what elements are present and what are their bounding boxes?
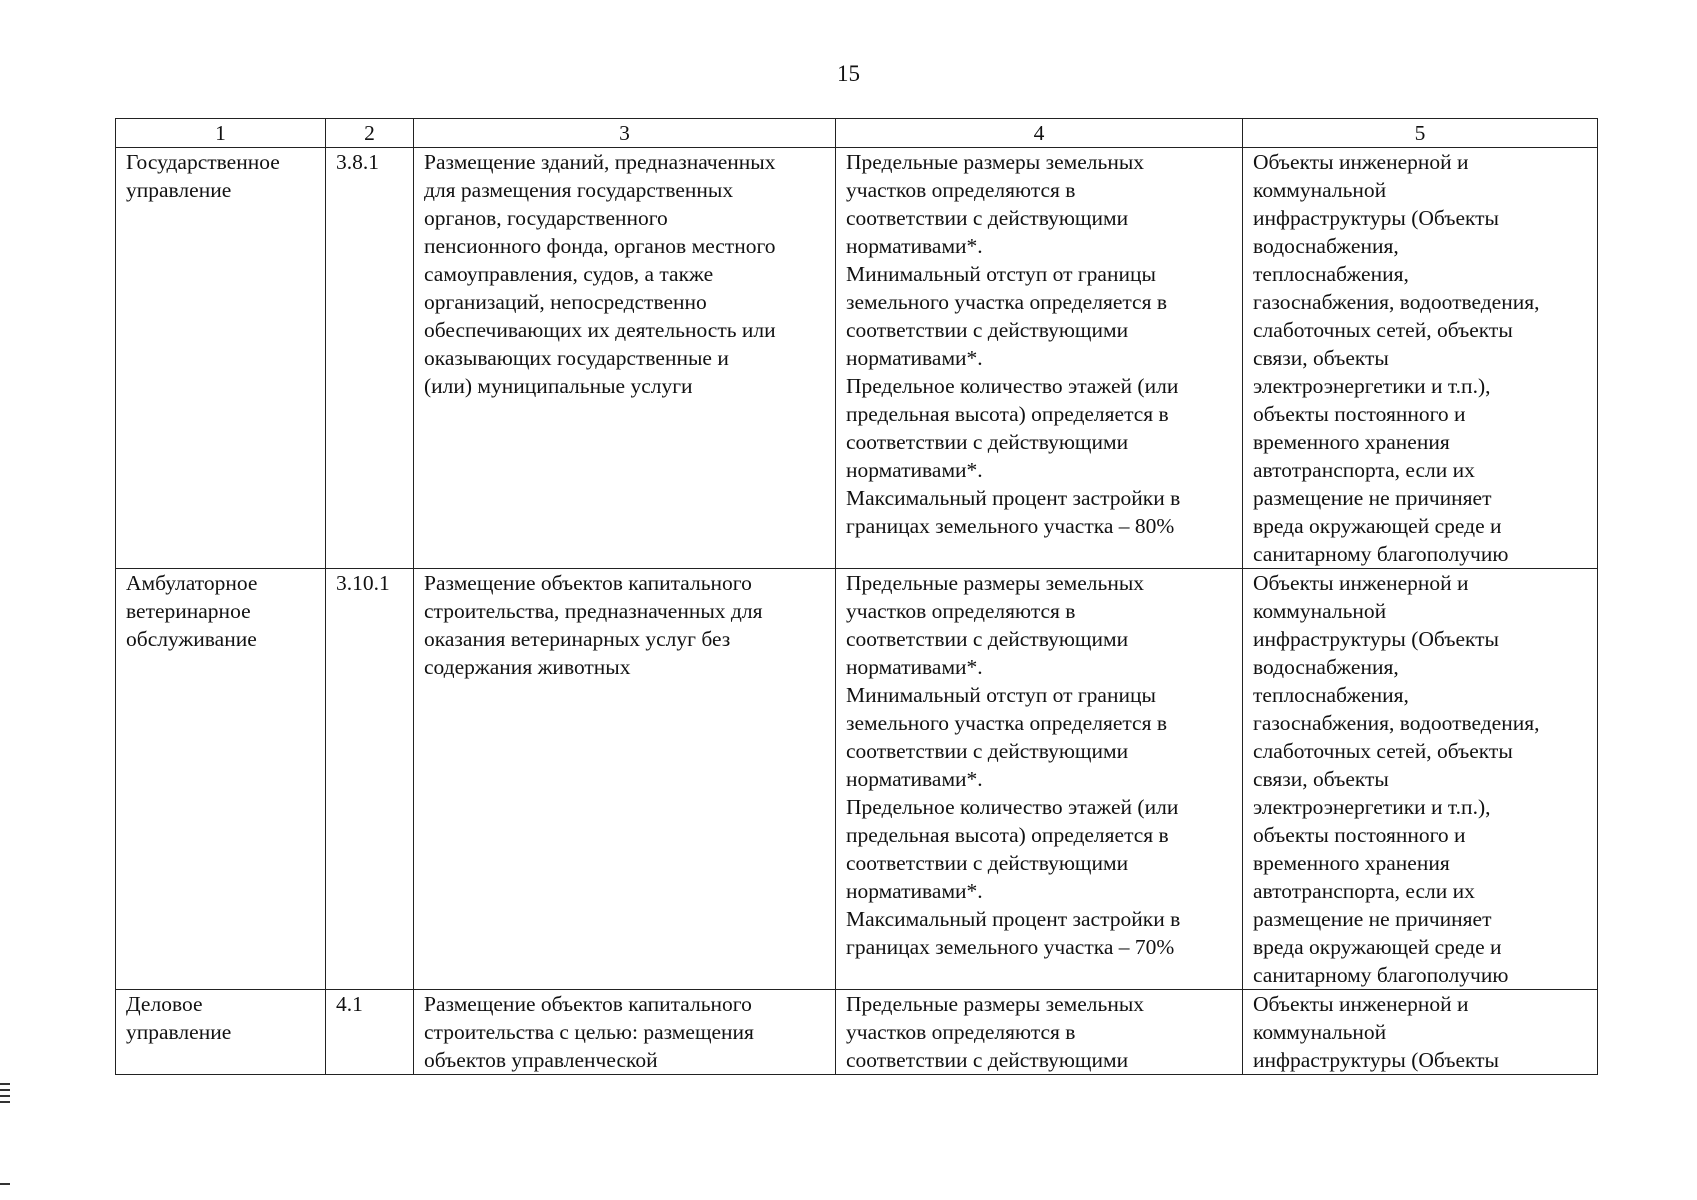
building-parameters-cell: Предельные размеры земельных участков определяются в соответствии с действующими нормативами*. Минимальный отступ от границы земельного участка определяется в соответствии с действующими нормативами*. Предельное количество этажей (или предельная высота) определяется в соответствии с действующими нормативами*. Максимальный процент застройки в границах земельного участка – 80% bbox=[836, 148, 1243, 569]
land-use-description-cell: Размещение зданий, предназначенных для размещения государственных органов, государственного пенсионного фонда, органов местного самоуправления, судов, а также организаций, непосредственно обеспечивающих их деятельность или оказывающих государственные и (или) муниципальные услуги bbox=[414, 148, 836, 569]
auxiliary-uses-cell: Объекты инженерной и коммунальной инфраструктуры (Объекты bbox=[1243, 990, 1598, 1075]
table-header-row bbox=[116, 119, 1598, 148]
building-parameters-cell: Предельные размеры земельных участков определяются в соответствии с действующими нормативами*. Минимальный отступ от границы земельного участка определяется в соответствии с действующими нормативами*. Предельное количество этажей (или предельная высота) определяется в соответствии с действующими нормативами*. Максимальный процент застройки в границах земельного участка – 70% bbox=[836, 569, 1243, 990]
column-number-header: 5 bbox=[1243, 119, 1598, 148]
land-use-description-cell: Размещение объектов капитального строительства с целью: размещения объектов управленческой bbox=[414, 990, 836, 1075]
margin-mark bbox=[0, 1183, 10, 1185]
land-use-name-cell: Деловое управление bbox=[116, 990, 326, 1075]
margin-mark bbox=[0, 1089, 10, 1091]
margin-mark bbox=[0, 1095, 10, 1097]
auxiliary-uses-cell: Объекты инженерной и коммунальной инфраструктуры (Объекты водоснабжения, теплоснабжения, газоснабжения, водоотведения, слаботочных сетей, объекты связи, объекты электроэнергетики и т.п.), объекты постоянного и временного хранения автотранспорта, если их размещение не причиняет вреда окружающей среде и санитарному благополучию bbox=[1243, 148, 1598, 569]
building-parameters-cell: Предельные размеры земельных участков определяются в соответствии с действующими bbox=[836, 990, 1243, 1075]
land-use-name-cell: Государственное управление bbox=[116, 148, 326, 569]
column-number-header: 2 bbox=[326, 119, 414, 148]
land-use-table bbox=[115, 118, 1598, 1075]
land-use-name-cell: Амбулаторное ветеринарное обслуживание bbox=[116, 569, 326, 990]
column-number-header: 1 bbox=[116, 119, 326, 148]
land-use-code-cell: 3.8.1 bbox=[326, 148, 414, 569]
table-row bbox=[116, 990, 1598, 1075]
land-use-code-cell: 4.1 bbox=[326, 990, 414, 1075]
auxiliary-uses-cell: Объекты инженерной и коммунальной инфраструктуры (Объекты водоснабжения, теплоснабжения, газоснабжения, водоотведения, слаботочных сетей, объекты связи, объекты электроэнергетики и т.п.), объекты постоянного и временного хранения автотранспорта, если их размещение не причиняет вреда окружающей среде и санитарному благополучию bbox=[1243, 569, 1598, 990]
land-use-code-cell: 3.10.1 bbox=[326, 569, 414, 990]
column-number-header: 3 bbox=[414, 119, 836, 148]
margin-mark bbox=[0, 1083, 10, 1085]
margin-mark bbox=[0, 1101, 10, 1103]
land-use-description-cell: Размещение объектов капитального строительства, предназначенных для оказания ветеринарных услуг без содержания животных bbox=[414, 569, 836, 990]
page-number: 15 bbox=[837, 61, 860, 86]
table-row bbox=[116, 569, 1598, 990]
table-row bbox=[116, 148, 1598, 569]
column-number-header: 4 bbox=[836, 119, 1243, 148]
